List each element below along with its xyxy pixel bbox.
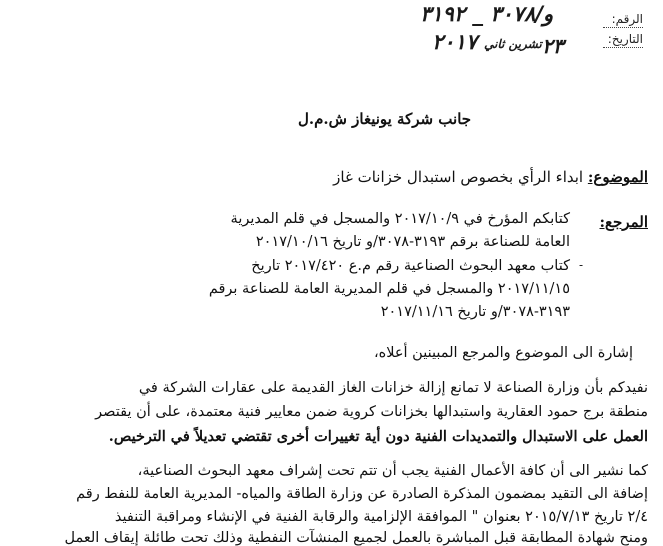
handwritten-date-month: تشرين ثاني xyxy=(484,37,542,51)
handwritten-date-year: ٢٠١٧ xyxy=(432,30,478,54)
handwritten-date-day: ٢٣ xyxy=(542,34,564,58)
paragraph2-line2: إضافة الى التقيد بمضمون المذكرة الصادرة عن وزارة الطاقة والمياه- المديرية العامة للنفط رقم xyxy=(76,486,648,502)
paragraph1-line1: نفيدكم بأن وزارة الصناعة لا تمانع إزالة خزانات الغاز القديمة على عقارات الشركة في xyxy=(138,380,648,396)
paragraph1-line3: العمل على الاستبدال والتمديدات الفنية دون أية تغييرات أخرى تقتضي تعديلاً في الترخيص. xyxy=(108,428,648,445)
paragraph1-line2: منطقة برج حمود العقارية واستبدالها بخزانات كروية ضمن معايير فنية معتمدة، على أن يقتصر xyxy=(95,404,648,420)
date-label: التاريخ: xyxy=(607,32,643,46)
reference-bullet: - xyxy=(578,258,583,272)
number-dotted-line xyxy=(603,27,643,28)
reference-label: المرجع: xyxy=(599,213,648,231)
paragraph2-line4: ومنح شهادة المطابقة قبل المباشرة بالعمل لجميع المنشآت النفطية وذلك تحت طائلة إيقاف العمل xyxy=(64,530,648,546)
paragraph2-line3: ٢/٤ تاريخ ٢٠١٥/٧/١٣ بعنوان " الموافقة الإلزامية والرقابة الفنية في الإنشاء ومراقبة التنفيذ xyxy=(114,509,648,525)
subject-line xyxy=(333,168,648,186)
handwritten-number: و/٣٠٧٨ _ ٣١٩٢ xyxy=(420,2,554,26)
intro-line: إشارة الى الموضوع والمرجع المبينين أعلاه، xyxy=(373,345,633,361)
reference-item1-line2: العامة للصناعة برقم ٣١٩٣-٣٠٧٨/و تاريخ ٢٠١٧/١٠/١٦ xyxy=(255,234,570,250)
reference-item1-line1: كتابكم المؤرخ في ٢٠١٧/١٠/٩ والمسجل في قلم المديرية xyxy=(230,211,570,227)
addressee: جانب شركة يونيغاز ش.م.ل xyxy=(298,110,472,128)
number-label: الرقم: xyxy=(611,12,643,26)
date-dotted-line xyxy=(603,47,643,48)
reference-item2-line1: كتاب معهد البحوث الصناعية رقم م.ع ٢٠١٧/٤٢٠ تاريخ xyxy=(251,258,570,274)
reference-item2-line3: ٣١٩٣-٣٠٧٨/و تاريخ ٢٠١٧/١١/١٦ xyxy=(380,304,570,320)
paragraph2-line1: كما نشير الى أن كافة الأعمال الفنية يجب أن تتم تحت إشراف معهد البحوث الصناعية، xyxy=(137,463,648,479)
reference-item2-line2: ٢٠١٧/١١/١٥ والمسجل في قلم المديرية العامة للصناعة برقم xyxy=(208,281,570,297)
subject-text: ابداء الرأي بخصوص استبدال خزانات غاز xyxy=(333,168,584,186)
subject-label: الموضوع: xyxy=(587,168,648,186)
